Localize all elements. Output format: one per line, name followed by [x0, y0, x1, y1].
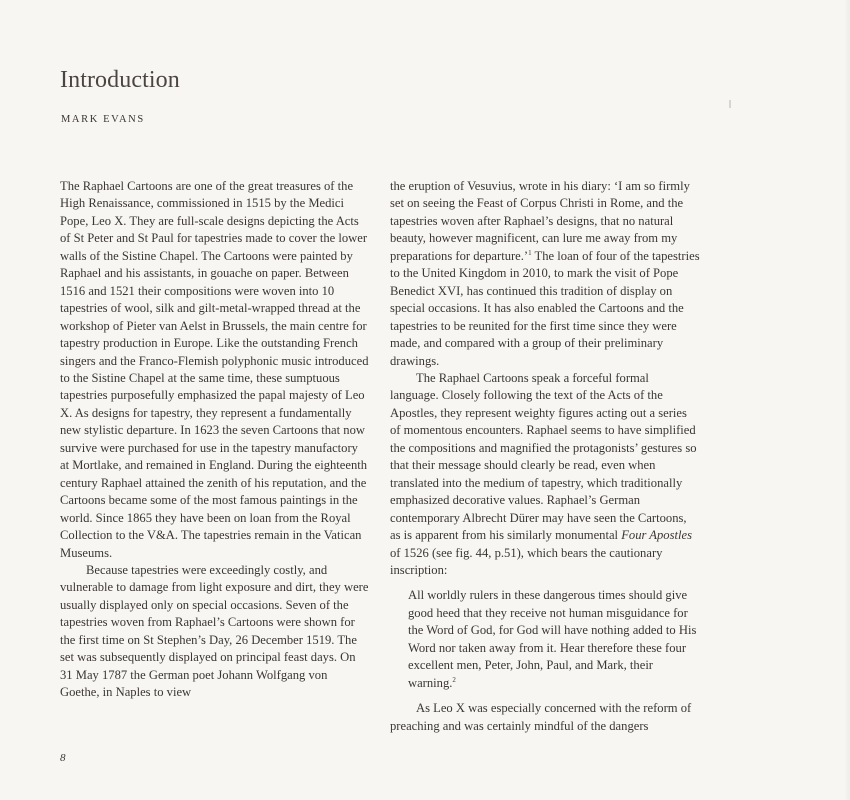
page-edge-shadow: [844, 0, 850, 800]
page-number: 8: [60, 752, 66, 764]
left-text-column: [60, 178, 370, 702]
paragraph: [390, 178, 700, 370]
artwork-title: Four Apostles: [621, 528, 692, 543]
chapter-title: Introduction: [60, 67, 180, 93]
paragraph: [390, 370, 700, 579]
footnote-marker: 1: [528, 248, 532, 257]
right-text-column: [390, 178, 700, 735]
quote-text: All worldly rulers in these dangerous times should give good heed that they receive not human misguidance for the Word of God, for God will have nothing added to His Word nor taken away from it. Hear therefore these four excellent men, Peter, John, Paul, and Mark, their warning.: [408, 588, 697, 690]
paragraph-text: of 1526 (see fig. 44, p.51), which bears the cautionary inscription:: [390, 545, 663, 577]
paragraph-text: The loan of four of the tapestries to the United Kingdom in 2010, to mark the visit of Pope Benedict XVI, has continued this tradition of display on special occasions. It has also enabled the Cartoons and the tapestries to be reunited for the first time since they were made, and compared with a group of their preliminary drawings.: [390, 248, 700, 368]
paragraph: As Leo X was especially concerned with the reform of preaching and was certainly mindful of the dangers: [390, 701, 692, 733]
paragraph-text: The Raphael Cartoons speak a forceful formal language. Closely following the text of the Acts of the Apostles, they represent weighty figures acting out a series of momentous encounters. Raphael seems to have simplified the compositions and magnified the protagonists’ gestures so that their message should clearly be read, even when translated into the medium of tapestry, which traditionally emphasized decorative values. Raphael’s German contemporary Albrecht Dürer may have seen the Cartoons, as is apparent from his similarly monumental: [390, 370, 697, 543]
paragraph-text: the eruption of Vesuvius, wrote in his diary: ‘I am so firmly set on seeing the Feast of Corpus Christi in Rome, and the tapestries woven after Raphael’s designs, that no natural beauty, however magnificent, can lure me away from my preparations for departure.’: [390, 179, 690, 263]
paragraph: The Raphael Cartoons are one of the great treasures of the High Renaissance, commissioned in 1515 by the Medici Pope, Leo X. They are full-scale designs depicting the Acts of St Peter and St Paul for tapestries made to cover the lower walls of the Sistine Chapel. The Cartoons were painted by Raphael and his assistants, in gouache on paper. Between 1516 and 1521 their compositions were woven into 10 tapestries of wool, silk and gilt-metal-wrapped thread at the workshop of Pieter van Aelst in Brussels, the main centre for tapestry production in Europe. Like the outstanding French singers and the Franco-Flemish polyphonic music introduced to the Sistine Chapel at the same time, these sumptuous tapestries purposefully emphasized the papal majesty of Leo X. As designs for tapestry, they represent a fundamentally new stylistic departure. In 1623 the seven Cartoons that now survive were purchased for use in the tapestry manufactory at Mortlake, and remained in England. During the eighteenth century Raphael attained the zenith of his reputation, and the Cartoons became some of the most famous paintings in the world. Since 1865 they have been on loan from the Royal Collection to the V&A. The tapestries remain in the Vatican Museums.: [60, 179, 369, 560]
paper-mark: [729, 100, 731, 108]
block-quote: [408, 587, 700, 692]
footnote-marker: 2: [452, 675, 456, 684]
paragraph: Because tapestries were exceedingly costly, and vulnerable to damage from light exposure and dirt, they were usually displayed only on special occasions. Seven of the tapestries woven from Raphael’s Cartoons were shown for the first time on St Stephen’s Day, 26 December 1519. The set was subsequently displayed on principal feast days. On 31 May 1787 the German poet Johann Wolfgang von Goethe, in Naples to view: [60, 562, 369, 700]
author-name: MARK EVANS: [61, 114, 145, 125]
